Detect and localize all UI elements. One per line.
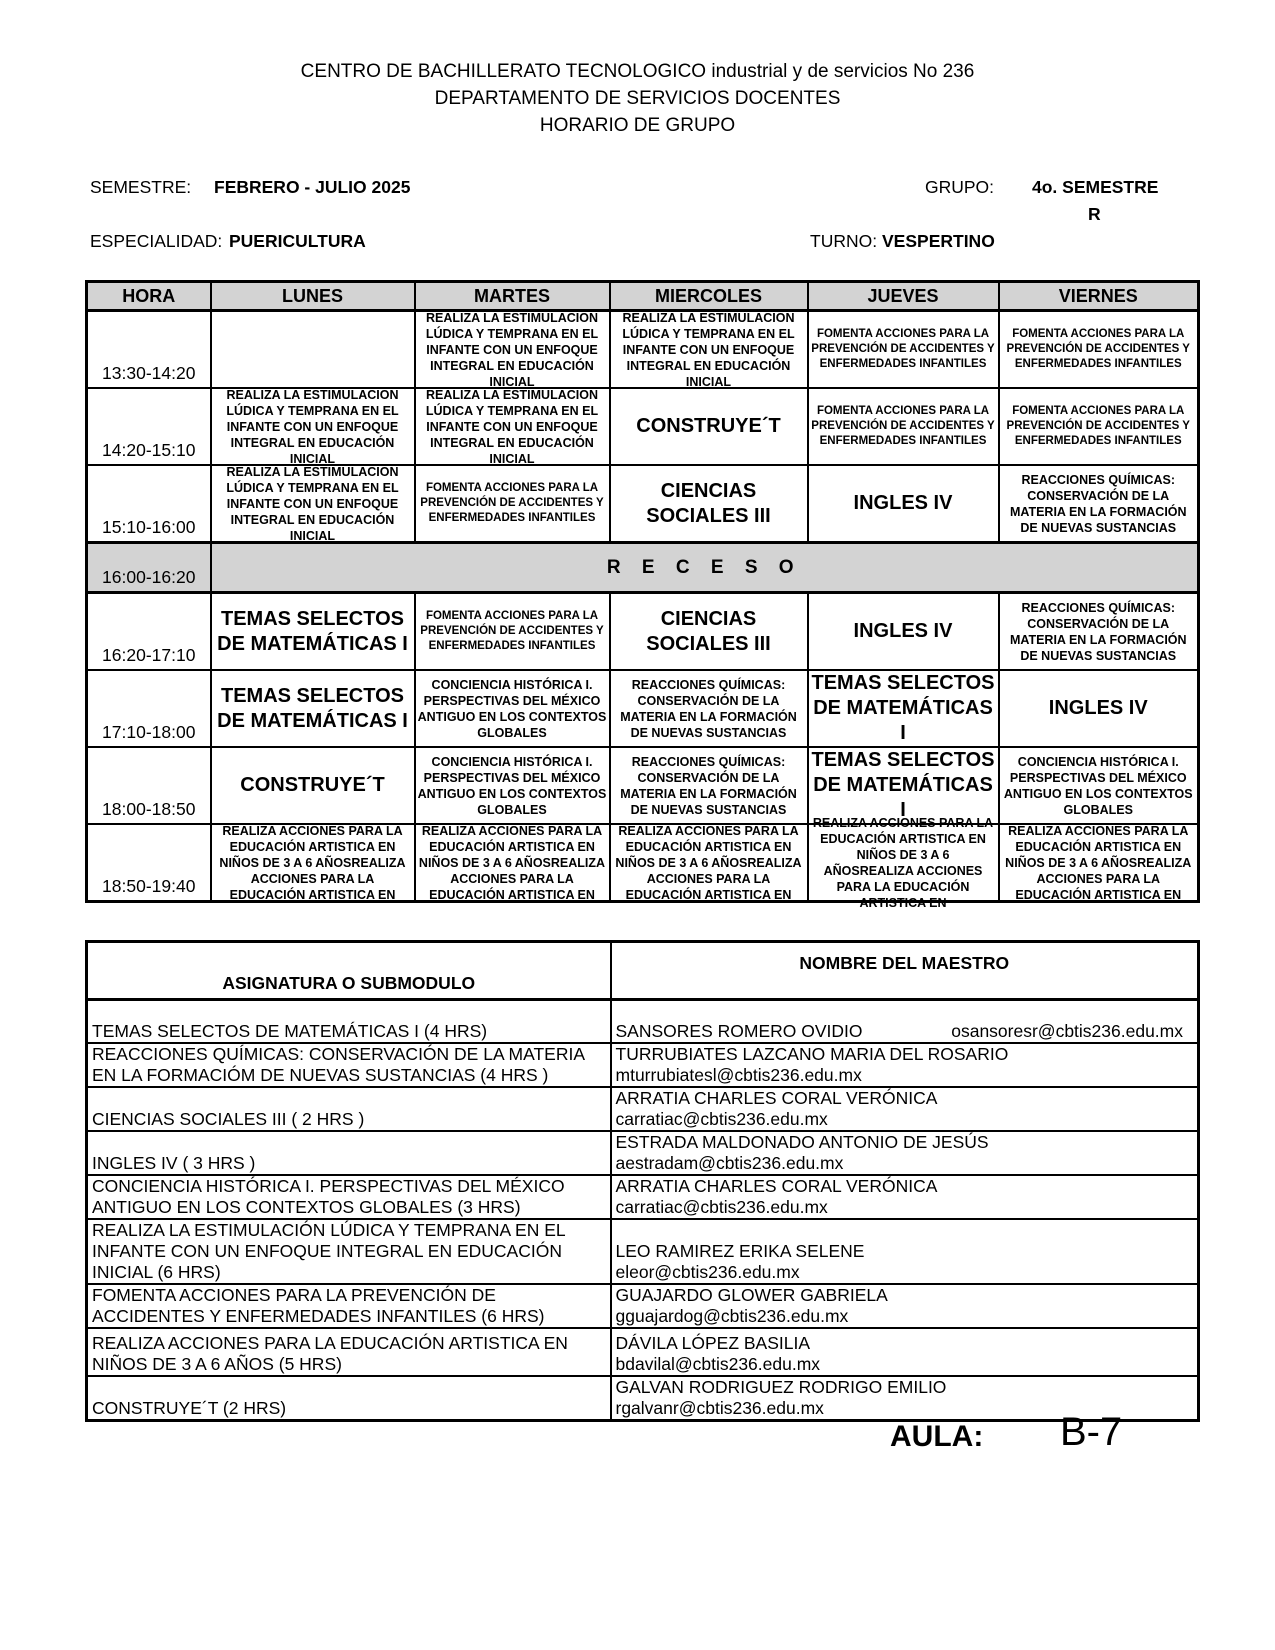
teacher-cell bbox=[611, 1131, 1199, 1175]
class-cell-miercoles bbox=[610, 670, 808, 747]
class-cell-text: REALIZA LA ESTIMULACION LÚDICA Y TEMPRANA EN EL INFANTE CON UN ENFOQUE INTEGRAL EN EDUCACIÓN INICIAL bbox=[226, 387, 399, 466]
class-cell-viernes bbox=[999, 824, 1199, 902]
semestre-value: FEBRERO - JULIO 2025 bbox=[214, 177, 411, 197]
class-cell-text: REACCIONES QUÍMICAS: CONSERVACIÓN DE LA MATERIA EN LA FORMACIÓN DE NUEVAS SUSTANCIAS bbox=[620, 754, 797, 817]
time-slot: 16:20-17:10 bbox=[87, 593, 211, 671]
document-title: HORARIO DE GRUPO bbox=[539, 115, 736, 136]
teacher-cell bbox=[611, 1087, 1199, 1131]
class-cell-viernes bbox=[999, 311, 1199, 389]
subject-row bbox=[87, 1328, 1199, 1376]
class-cell-viernes bbox=[999, 593, 1199, 671]
teacher-email: gguajardog@cbtis236.edu.mx bbox=[615, 1305, 849, 1326]
class-cell-miercoles bbox=[610, 465, 808, 543]
class-cell-text: REACCIONES QUÍMICAS: CONSERVACIÓN DE LA MATERIA EN LA FORMACIÓN DE NUEVAS SUSTANCIAS bbox=[1009, 472, 1187, 535]
class-cell-text: CIENCIAS SOCIALES III bbox=[646, 479, 771, 527]
recess-row bbox=[87, 543, 1199, 593]
teacher-name: ESTRADA MALDONADO ANTONIO DE JESÚS bbox=[615, 1131, 989, 1152]
class-cell-text: REALIZA LA ESTIMULACION LÚDICA Y TEMPRANA EN EL INFANTE CON UN ENFOQUE INTEGRAL EN EDUCACIÓN INICIAL bbox=[425, 310, 599, 389]
teacher-email: carratiac@cbtis236.edu.mx bbox=[615, 1196, 828, 1217]
subject-name: REALIZA LA ESTIMULACIÓN LÚDICA Y TEMPRANA EN EL INFANTE CON UN ENFOQUE INTEGRAL EN EDUCACIÓN INICIAL (6 HRS) bbox=[87, 1219, 611, 1284]
subject-row bbox=[87, 1376, 1199, 1421]
class-cell-text: FOMENTA ACCIONES PARA LA PREVENCIÓN DE ACCIDENTES Y ENFERMEDADES INFANTILES bbox=[811, 328, 995, 370]
class-cell-text: CONCIENCIA HISTÓRICA I. PERSPECTIVAS DEL MÉXICO ANTIGUO EN LOS CONTEXTOS GLOBALES bbox=[417, 754, 607, 817]
class-cell-lunes bbox=[211, 465, 415, 543]
class-cell-lunes bbox=[211, 388, 415, 465]
class-cell-miercoles bbox=[610, 311, 808, 389]
header-asignatura: ASIGNATURA O SUBMODULO bbox=[87, 942, 611, 1000]
class-cell-jueves bbox=[808, 593, 999, 671]
subject-row bbox=[87, 1284, 1199, 1328]
subject-name: INGLES IV ( 3 HRS ) bbox=[87, 1131, 611, 1175]
schedule-header-row bbox=[87, 282, 1199, 311]
teacher-name: SANSORES ROMERO OVIDIO bbox=[615, 1020, 863, 1041]
class-cell-text: REACCIONES QUÍMICAS: CONSERVACIÓN DE LA MATERIA EN LA FORMACIÓN DE NUEVAS SUSTANCIAS bbox=[1009, 600, 1187, 663]
schedule-row bbox=[87, 311, 1199, 389]
class-cell-viernes bbox=[999, 465, 1199, 543]
subject-row bbox=[87, 1043, 1199, 1087]
subject-name: FOMENTA ACCIONES PARA LA PREVENCIÓN DE ACCIDENTES Y ENFERMEDADES INFANTILES (6 HRS) bbox=[87, 1284, 611, 1328]
class-cell-lunes bbox=[211, 311, 415, 389]
teacher-email: rgalvanr@cbtis236.edu.mx bbox=[615, 1397, 824, 1418]
class-cell-text: CONCIENCIA HISTÓRICA I. PERSPECTIVAS DEL MÉXICO ANTIGUO EN LOS CONTEXTOS GLOBALES bbox=[417, 677, 607, 740]
teacher-email: carratiac@cbtis236.edu.mx bbox=[615, 1108, 828, 1129]
teacher-name: DÁVILA LÓPEZ BASILIA bbox=[615, 1332, 811, 1353]
class-cell-lunes bbox=[211, 824, 415, 902]
class-cell-text: CONSTRUYE´T bbox=[240, 774, 385, 796]
class-cell-martes bbox=[415, 824, 610, 902]
class-cell-text: TEMAS SELECTOS DE MATEMÁTICAS I bbox=[811, 749, 995, 821]
subject-row bbox=[87, 1219, 1199, 1284]
class-cell-miercoles bbox=[610, 593, 808, 671]
class-cell-text: TEMAS SELECTOS DE MATEMÁTICAS I bbox=[217, 684, 408, 732]
recess-label: R E C E S O bbox=[606, 556, 802, 578]
school-name: CENTRO DE BACHILLERATO TECNOLOGICO industrial y de servicios No 236 bbox=[300, 61, 975, 82]
class-cell-text: REACCIONES QUÍMICAS: CONSERVACIÓN DE LA MATERIA EN LA FORMACIÓN DE NUEVAS SUSTANCIAS bbox=[620, 677, 797, 740]
class-cell-text: INGLES IV bbox=[1048, 697, 1148, 719]
turno-label: TURNO: bbox=[810, 231, 878, 251]
teacher-name: ARRATIA CHARLES CORAL VERÓNICA bbox=[615, 1175, 938, 1196]
subject-row bbox=[87, 1000, 1199, 1043]
time-slot: 18:50-19:40 bbox=[87, 824, 211, 902]
class-cell-viernes bbox=[999, 747, 1199, 824]
class-cell-text: FOMENTA ACCIONES PARA LA PREVENCIÓN DE ACCIDENTES Y ENFERMEDADES INFANTILES bbox=[1006, 405, 1190, 447]
class-cell-text: REALIZA LA ESTIMULACION LÚDICA Y TEMPRANA EN EL INFANTE CON UN ENFOQUE INTEGRAL EN EDUCACIÓN INICIAL bbox=[622, 310, 795, 389]
header-viernes: VIERNES bbox=[999, 282, 1199, 311]
header-jueves: JUEVES bbox=[808, 282, 999, 311]
class-cell-lunes bbox=[211, 747, 415, 824]
recess-cell bbox=[211, 543, 1199, 593]
especialidad-label: ESPECIALIDAD: bbox=[90, 231, 223, 251]
class-cell-martes bbox=[415, 670, 610, 747]
time-slot: 14:20-15:10 bbox=[87, 388, 211, 465]
class-cell-text: FOMENTA ACCIONES PARA LA PREVENCIÓN DE ACCIDENTES Y ENFERMEDADES INFANTILES bbox=[811, 405, 995, 447]
turno-value: VESPERTINO bbox=[882, 231, 995, 251]
subject-row bbox=[87, 1175, 1199, 1219]
teacher-email: osansoresr@cbtis236.edu.mx bbox=[951, 1020, 1183, 1041]
class-cell-jueves bbox=[808, 747, 999, 824]
teacher-name: GUAJARDO GLOWER GABRIELA bbox=[615, 1284, 888, 1305]
class-cell-text: REALIZA LA ESTIMULACION LÚDICA Y TEMPRANA EN EL INFANTE CON UN ENFOQUE INTEGRAL EN EDUCACIÓN INICIAL bbox=[226, 464, 399, 543]
teacher-cell bbox=[611, 1043, 1199, 1087]
class-cell-text: CONSTRUYE´T bbox=[636, 415, 781, 437]
teacher-name: TURRUBIATES LAZCANO MARIA DEL ROSARIO bbox=[615, 1043, 1009, 1064]
class-cell-martes bbox=[415, 388, 610, 465]
header-hora: HORA bbox=[87, 282, 211, 311]
schedule-row bbox=[87, 593, 1199, 671]
class-cell-text: FOMENTA ACCIONES PARA LA PREVENCIÓN DE ACCIDENTES Y ENFERMEDADES INFANTILES bbox=[420, 482, 604, 524]
class-cell-jueves bbox=[808, 815, 999, 910]
header-lunes: LUNES bbox=[211, 282, 415, 311]
class-cell-text: TEMAS SELECTOS DE MATEMÁTICAS I bbox=[217, 607, 408, 655]
class-cell-martes bbox=[415, 465, 610, 543]
class-cell-miercoles bbox=[610, 388, 808, 465]
class-cell-viernes bbox=[999, 388, 1199, 465]
semestre-label: SEMESTRE: bbox=[90, 177, 192, 197]
subject-name: CIENCIAS SOCIALES III ( 2 HRS ) bbox=[87, 1087, 611, 1131]
schedule-row bbox=[87, 388, 1199, 465]
class-cell-text: CONCIENCIA HISTÓRICA I. PERSPECTIVAS DEL MÉXICO ANTIGUO EN LOS CONTEXTOS GLOBALES bbox=[1003, 754, 1193, 817]
subject-row bbox=[87, 1087, 1199, 1131]
class-cell-text: TEMAS SELECTOS DE MATEMÁTICAS I bbox=[811, 672, 995, 744]
aula-value: B-7 bbox=[1060, 1410, 1123, 1454]
schedule-row bbox=[87, 747, 1199, 824]
grupo-value: 4o. SEMESTRE bbox=[1032, 177, 1159, 197]
time-slot: 17:10-18:00 bbox=[87, 670, 211, 747]
subject-row bbox=[87, 1131, 1199, 1175]
teacher-cell bbox=[611, 1175, 1199, 1219]
class-cell-text: INGLES IV bbox=[853, 492, 953, 514]
teacher-email: aestradam@cbtis236.edu.mx bbox=[615, 1152, 844, 1173]
class-cell-text: CIENCIAS SOCIALES III bbox=[646, 607, 771, 655]
time-slot: 16:00-16:20 bbox=[87, 543, 211, 593]
teacher-name: ARRATIA CHARLES CORAL VERÓNICA bbox=[615, 1087, 938, 1108]
department-name: DEPARTAMENTO DE SERVICIOS DOCENTES bbox=[434, 88, 841, 109]
class-cell-lunes bbox=[211, 593, 415, 671]
teacher-name: GALVAN RODRIGUEZ RODRIGO EMILIO bbox=[615, 1376, 947, 1397]
header-miercoles: MIERCOLES bbox=[610, 282, 808, 311]
teacher-email: bdavilal@cbtis236.edu.mx bbox=[615, 1353, 821, 1374]
class-cell-text: FOMENTA ACCIONES PARA LA PREVENCIÓN DE ACCIDENTES Y ENFERMEDADES INFANTILES bbox=[1006, 328, 1190, 370]
class-cell-text: REALIZA ACCIONES PARA LA EDUCACIÓN ARTISTICA EN NIÑOS DE 3 A 6 AÑOSREALIZA ACCIONES PARA LA EDUCACIÓN ARTISTICA EN bbox=[418, 823, 606, 902]
teacher-cell bbox=[611, 1219, 1199, 1284]
class-cell-lunes bbox=[211, 670, 415, 747]
subjects-header-row bbox=[87, 942, 1199, 1000]
class-cell-text: REALIZA LA ESTIMULACION LÚDICA Y TEMPRANA EN EL INFANTE CON UN ENFOQUE INTEGRAL EN EDUCACIÓN INICIAL bbox=[425, 387, 599, 466]
teacher-email: mturrubiatesl@cbtis236.edu.mx bbox=[615, 1064, 862, 1085]
subject-name: REACCIONES QUÍMICAS: CONSERVACIÓN DE LA MATERIA EN LA FORMACIÓM DE NUEVAS SUSTANCIAS (4 HRS ) bbox=[87, 1043, 611, 1087]
grupo-label: GRUPO: bbox=[925, 177, 995, 197]
class-cell-martes bbox=[415, 747, 610, 824]
class-cell-text: REALIZA ACCIONES PARA LA EDUCACIÓN ARTISTICA EN NIÑOS DE 3 A 6 AÑOSREALIZA ACCIONES PARA LA EDUCACIÓN ARTISTICA EN bbox=[812, 815, 994, 910]
aula-label: AULA: bbox=[890, 1420, 984, 1453]
header-martes: MARTES bbox=[415, 282, 610, 311]
class-cell-text: REALIZA ACCIONES PARA LA EDUCACIÓN ARTISTICA EN NIÑOS DE 3 A 6 AÑOSREALIZA ACCIONES PARA LA EDUCACIÓN ARTISTICA EN bbox=[615, 823, 802, 902]
header-maestro: NOMBRE DEL MAESTRO bbox=[611, 942, 1199, 1000]
class-cell-jueves bbox=[808, 388, 999, 465]
schedule-table bbox=[85, 280, 1200, 910]
subject-name: CONCIENCIA HISTÓRICA I. PERSPECTIVAS DEL MÉXICO ANTIGUO EN LOS CONTEXTOS GLOBALES (3 HRS) bbox=[87, 1175, 611, 1219]
subject-name: REALIZA ACCIONES PARA LA EDUCACIÓN ARTISTICA EN NIÑOS DE 3 A 6 AÑOS (5 HRS) bbox=[87, 1328, 611, 1376]
teacher-email: eleor@cbtis236.edu.mx bbox=[615, 1261, 800, 1282]
class-cell-martes bbox=[415, 311, 610, 389]
class-cell-text: INGLES IV bbox=[853, 620, 953, 642]
class-cell-martes bbox=[415, 593, 610, 671]
class-cell-jueves bbox=[808, 311, 999, 389]
class-cell-viernes bbox=[999, 670, 1199, 747]
teacher-cell bbox=[611, 1000, 1199, 1043]
especialidad-value: PUERICULTURA bbox=[229, 231, 366, 251]
class-cell-jueves bbox=[808, 670, 999, 747]
schedule-row bbox=[87, 824, 1199, 902]
schedule-row bbox=[87, 465, 1199, 543]
time-slot: 13:30-14:20 bbox=[87, 311, 211, 389]
class-cell-jueves bbox=[808, 465, 999, 543]
subjects-table bbox=[85, 940, 1200, 1422]
schedule-row bbox=[87, 670, 1199, 747]
time-slot: 18:00-18:50 bbox=[87, 747, 211, 824]
grupo-letter: R bbox=[1088, 204, 1101, 224]
teacher-cell bbox=[611, 1284, 1199, 1328]
class-cell-miercoles bbox=[610, 747, 808, 824]
teacher-name: LEO RAMIREZ ERIKA SELENE bbox=[615, 1240, 865, 1261]
teacher-cell bbox=[611, 1328, 1199, 1376]
time-slot: 15:10-16:00 bbox=[87, 465, 211, 543]
subject-name: TEMAS SELECTOS DE MATEMÁTICAS I (4 HRS) bbox=[87, 1000, 611, 1043]
class-cell-text: REALIZA ACCIONES PARA LA EDUCACIÓN ARTISTICA EN NIÑOS DE 3 A 6 AÑOSREALIZA ACCIONES PARA LA EDUCACIÓN ARTISTICA EN bbox=[219, 823, 406, 902]
class-cell-text: FOMENTA ACCIONES PARA LA PREVENCIÓN DE ACCIDENTES Y ENFERMEDADES INFANTILES bbox=[420, 610, 604, 652]
class-cell-text: REALIZA ACCIONES PARA LA EDUCACIÓN ARTISTICA EN NIÑOS DE 3 A 6 AÑOSREALIZA ACCIONES PARA LA EDUCACIÓN ARTISTICA EN bbox=[1005, 823, 1192, 902]
class-cell-miercoles bbox=[610, 824, 808, 902]
subject-name: CONSTRUYE´T (2 HRS) bbox=[87, 1376, 611, 1421]
